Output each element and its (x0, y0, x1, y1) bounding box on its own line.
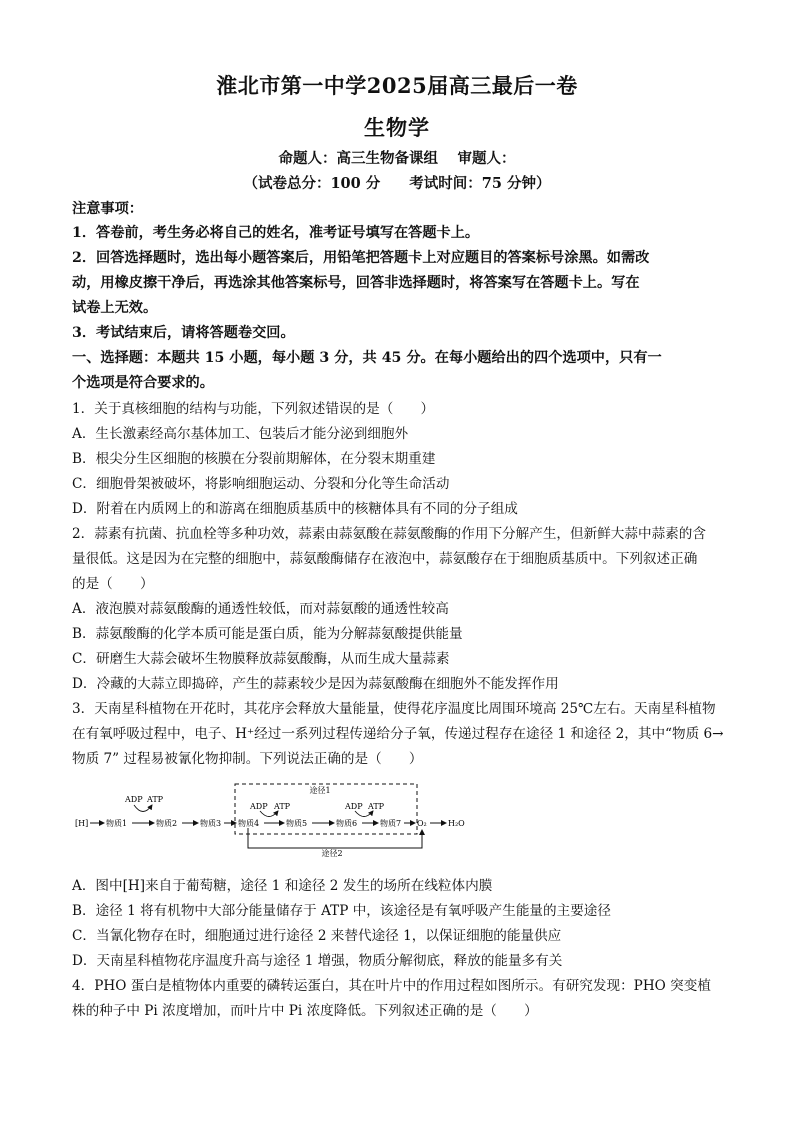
substance-7-label: 物质7 (380, 819, 402, 828)
notice-heading: 注意事项： (72, 201, 143, 217)
notice-item-2-line2: 动，用橡皮擦干净后，再选涂其他答案标号，回答非选择题时，将答案写在答题卡上。写在 (72, 275, 640, 291)
exam-school-title: 淮北市第一中学2025届高三最后一卷 (216, 73, 578, 98)
atp-label-2: ATP (274, 802, 291, 811)
electron-transport-svg (70, 778, 490, 858)
exam-authors: 命题人：高三生物备课组 审题人： (278, 150, 516, 167)
substance-6-label: 物质6 (336, 819, 358, 828)
substance-4-label: 物质4 (238, 819, 260, 828)
q2-option-a: A．液泡膜对蒜氨酸酶的通透性较低，而对蒜氨酸的通透性较高 (72, 601, 449, 617)
path1-label: 途径1 (309, 786, 331, 795)
q4-stem-line2: 株的种子中 Pi 浓度增加，而叶片中 Pi 浓度降低。下列叙述正确的是（ ） (72, 1003, 538, 1019)
adp-label-3: ADP (345, 802, 363, 811)
substance-1-label: 物质1 (106, 819, 128, 828)
q1-option-b: B．根尖分生区细胞的核膜在分裂前期解体，在分裂末期重建 (72, 451, 436, 467)
section-heading-line1: 一、选择题：本题共 15 小题，每小题 3 分，共 45 分。在每小题给出的四个选项中，只有一 (72, 350, 662, 366)
water-label: H₂O (448, 819, 465, 828)
atp-label-1: ATP (147, 795, 164, 804)
notice-item-2-line1: 2．回答选择题时，选出每小题答案后，用铅笔把答题卡上对应题目的答案标号涂黑。如需改 (72, 250, 650, 266)
q2-option-b: B．蒜氨酸酶的化学本质可能是蛋白质，能为分解蒜氨酸提供能量 (72, 626, 463, 642)
electron-transport-diagram (70, 778, 490, 858)
path2-label: 途径2 (321, 849, 343, 858)
h-label: [H] (75, 819, 89, 828)
q3-stem-line2: 在有氧呼吸过程中，电子、H⁺经过一系列过程传递给分子氧，传递过程存在途径 1 和途径 2，其中“物质 6→ (72, 726, 724, 742)
q2-stem-line2: 量很低。这是因为在完整的细胞中，蒜氨酸酶储存在液泡中，蒜氨酸存在于细胞质基质中。下列叙述正确 (72, 551, 698, 567)
adp-label-2: ADP (250, 802, 268, 811)
section-heading-line2: 个选项是符合要求的。 (72, 375, 214, 391)
q1-stem: 1．关于真核细胞的结构与功能，下列叙述错误的是（ ） (72, 401, 435, 417)
q1-option-a: A．生长激素经高尔基体加工、包装后才能分泌到细胞外 (72, 426, 409, 442)
notice-item-3: 3．考试结束后，请将答题卷交回。 (72, 325, 295, 341)
q4-stem-line1: 4．PHO 蛋白是植物体内重要的磷转运蛋白，其在叶片中的作用过程如图所示。有研究发现：PHO 突变植 (72, 978, 711, 994)
substance-3-label: 物质3 (200, 819, 222, 828)
q3-stem-line1: 3．天南星科植物在开花时，其花序会释放大量能量，使得花序温度比周围环境高 25℃左右。天南星科植物 (72, 701, 716, 717)
notice-item-2-line3: 试卷上无效。 (72, 300, 158, 316)
q1-option-c: C．细胞骨架被破坏，将影响细胞运动、分裂和分化等生命活动 (72, 476, 450, 492)
adp-label-1: ADP (125, 795, 143, 804)
exam-info: （试卷总分：100 分 考试时间：75 分钟） (243, 175, 551, 192)
q1-option-d: D．附着在内质网上的和游离在细胞质基质中的核糖体具有不同的分子组成 (72, 501, 518, 517)
oxygen-label: O₂ (417, 819, 427, 828)
q3-option-d: D．天南星科植物花序温度升高与途径 1 增强，物质分解彻底，释放的能量多有关 (72, 953, 563, 969)
q2-option-c: C．研磨生大蒜会破坏生物膜释放蒜氨酸酶，从而生成大量蒜素 (72, 651, 450, 667)
q2-option-d: D．冷藏的大蒜立即捣碎，产生的蒜素较少是因为蒜氨酸酶在细胞外不能发挥作用 (72, 676, 559, 692)
q3-option-a: A．图中[H]来自于葡萄糖，途径 1 和途径 2 发生的场所在线粒体内膜 (72, 878, 493, 894)
q2-stem-line1: 2．蒜素有抗菌、抗血栓等多种功效，蒜素由蒜氨酸在蒜氨酸酶的作用下分解产生，但新鲜大蒜中蒜素的含 (72, 526, 706, 542)
q3-stem-line3: 物质 7” 过程易被氰化物抑制。下列说法正确的是（ ） (72, 751, 423, 767)
substance-2-label: 物质2 (156, 819, 178, 828)
q2-stem-line3: 的是（ ） (72, 576, 154, 592)
exam-subject: 生物学 (364, 115, 430, 140)
notice-item-1: 1．答卷前，考生务必将自己的姓名，准考证号填写在答题卡上。 (72, 225, 480, 241)
q3-option-c: C．当氰化物存在时，细胞通过进行途径 2 来替代途径 1，以保证细胞的能量供应 (72, 928, 562, 944)
q3-option-b: B．途径 1 将有机物中大部分能量储存于 ATP 中，该途径是有氧呼吸产生能量的主要途径 (72, 903, 611, 919)
substance-5-label: 物质5 (286, 819, 308, 828)
atp-label-3: ATP (368, 802, 385, 811)
